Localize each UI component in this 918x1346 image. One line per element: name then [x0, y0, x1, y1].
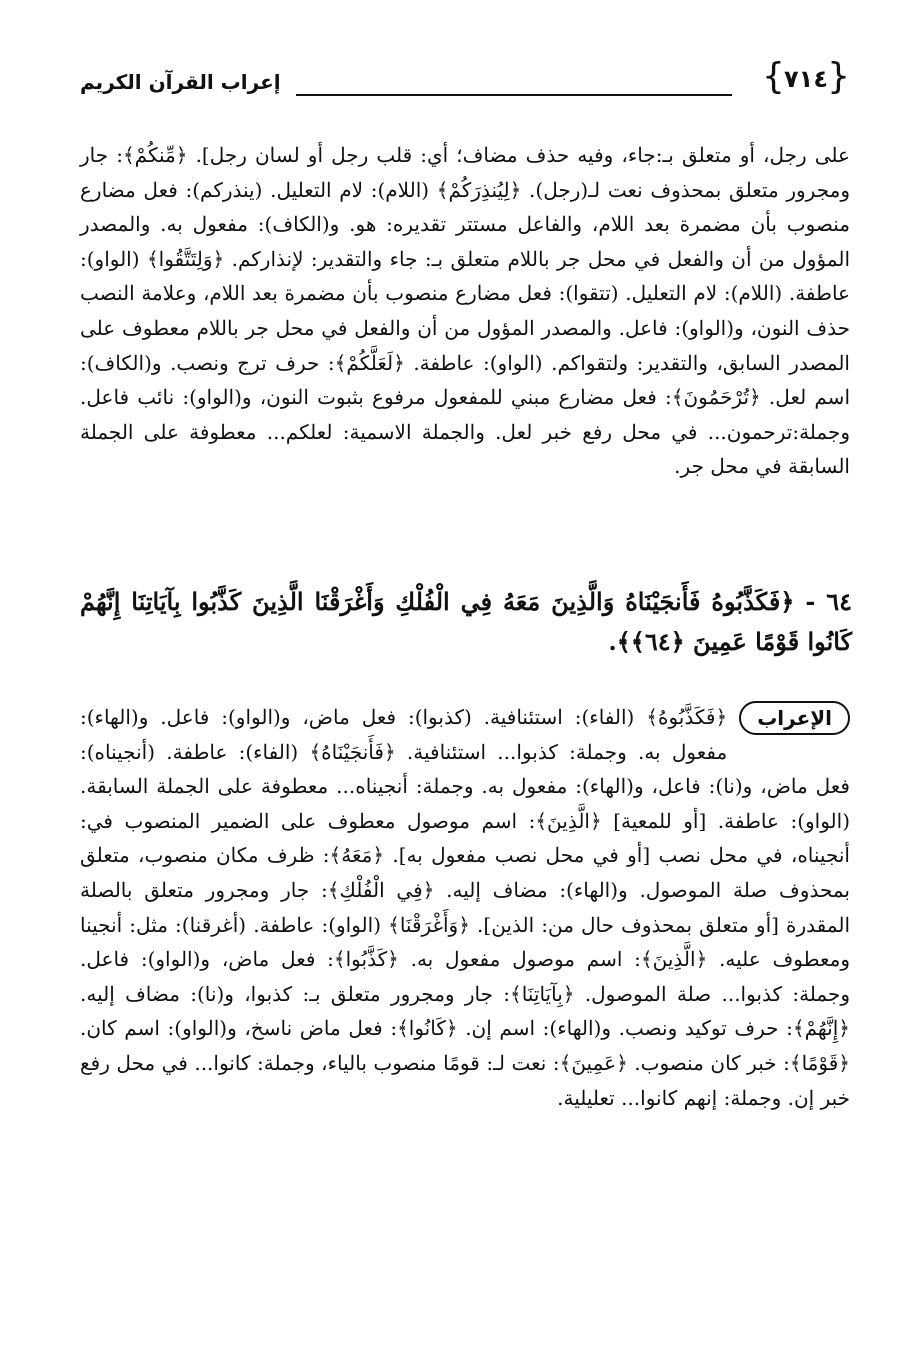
- page-number: [760, 56, 852, 98]
- paragraph-1: على رجل، أو متعلق بـ:جاء، وفيه حذف مضاف؛ أي: قلب رجل أو لسان رجل]. ﴿مِّنكُمْ﴾: جار ومجرور متعلق بمحذوف نعت لـ(رجل). ﴿لِيُنذِرَكُمْ﴾ (اللام): لام التعليل. (ينذركم): فعل مضارع منصوب بأن مضمرة بعد اللام، والفاعل مستتر تقديره: هو. و(الكاف): مفعول به. والمصدر المؤول من أن والفعل في محل جر باللام متعلق بـ: جاء والتقدير: لإنذاركم. ﴿وَلِتَتَّقُوا﴾ (الواو): عاطفة. (اللام): لام التعليل. (تتقوا): فعل مضارع منصوب بأن مضمرة بعد اللام، وعلامة النصب حذف النون، و(الواو): فاعل. والمصدر المؤول من أن والفعل في محل جر باللام معطوف على المصدر السابق، والتقدير: ولتقواكم. (الواو): عاطفة. ﴿لَعَلَّكُمْ﴾: حرف ترج ونصب. و(الكاف): اسم لعل. ﴿تُرْحَمُونَ﴾: فعل مضارع مبني للمفعول مرفوع بثبوت النون، و(الواو): نائب فاعل. وجملة:ترحمون... في محل رفع خبر لعل. والجملة الاسمية: لعلكم... معطوفة على الجملة السابقة في محل جر.: [80, 143, 850, 479]
- verse-number: ٦٤: [826, 587, 853, 616]
- verse-64: [80, 582, 852, 662]
- irab-text: ﴿فَكَذَّبُوهُ﴾ (الفاء): استئنافية. (كذبوا): فعل ماض، و(الواو): فاعل. و(الهاء): مفعول به. وجملة: كذبوا... استئنافية. ﴿فَأَنجَيْنَاهُ﴾ (الفاء): عاطفة. (أنجيناه): فعل ماض، و(نا): فاعل، و(الهاء): مفعول به. وجملة: أنجيناه... معطوفة على الجملة السابقة. (الواو): عاطفة. [أو للمعية] ﴿الَّذِينَ﴾: اسم موصول معطوف على الضمير المنصوب في: أنجيناه، في محل نصب [أو في محل نصب مفعول به]. ﴿مَعَهُ﴾: ظرف مكان منصوب، متعلق بمحذوف صلة الموصول. و(الهاء): مضاف إليه. ﴿فِي الْفُلْكِ﴾: جار ومجرور متعلق بالصلة المقدرة [أو متعلق بمحذوف حال من: الذين]. ﴿وَأَغْرَقْنَا﴾ (الواو): عاطفة. (أغرقنا): مثل: أنجينا ومعطوف عليه. ﴿الَّذِينَ﴾: اسم موصول مفعول به. ﴿كَذَّبُوا﴾: فعل ماض، و(الواو): فاعل. وجملة: كذبوا... صلة الموصول. ﴿بِآيَاتِنَا﴾: جار ومجرور متعلق بـ: كذبوا، و(نا): مضاف إليه. ﴿إِنَّهُمْ﴾: حرف توكيد ونصب. و(الهاء): اسم إن. ﴿كَانُوا﴾: فعل ماض ناسخ، و(الواو): اسم كان. ﴿قَوْمًا﴾: خبر كان منصوب. ﴿عَمِينَ﴾: نعت لـ: قومًا منصوب بالياء، وجملة: كانوا... في محل رفع خبر إن. وجملة: إنهم كانوا... تعليلية.: [80, 705, 850, 1110]
- irab-label: الإعراب: [739, 701, 850, 735]
- verse-text: ﴿فَكَذَّبُوهُ فَأَنجَيْنَاهُ وَالَّذِينَ مَعَهُ فِي الْفُلْكِ وَأَغْرَقْنَا الَّذِينَ كَذَّبُوا بِآيَاتِنَا إِنَّهُمْ كَانُوا قَوْمًا عَمِينَ ﴿٦٤﴾﴾.: [80, 587, 852, 656]
- irab-section: [80, 700, 850, 1115]
- header-rule: [296, 94, 732, 96]
- page-number-brace-left: }: [762, 56, 785, 97]
- verse-dash: -: [805, 587, 816, 616]
- page-header: [80, 56, 852, 104]
- page-number-brace-right: {: [827, 56, 850, 97]
- page-number-value: ٧١٤: [784, 65, 828, 93]
- running-title: إعراب القرآن الكريم: [80, 70, 281, 94]
